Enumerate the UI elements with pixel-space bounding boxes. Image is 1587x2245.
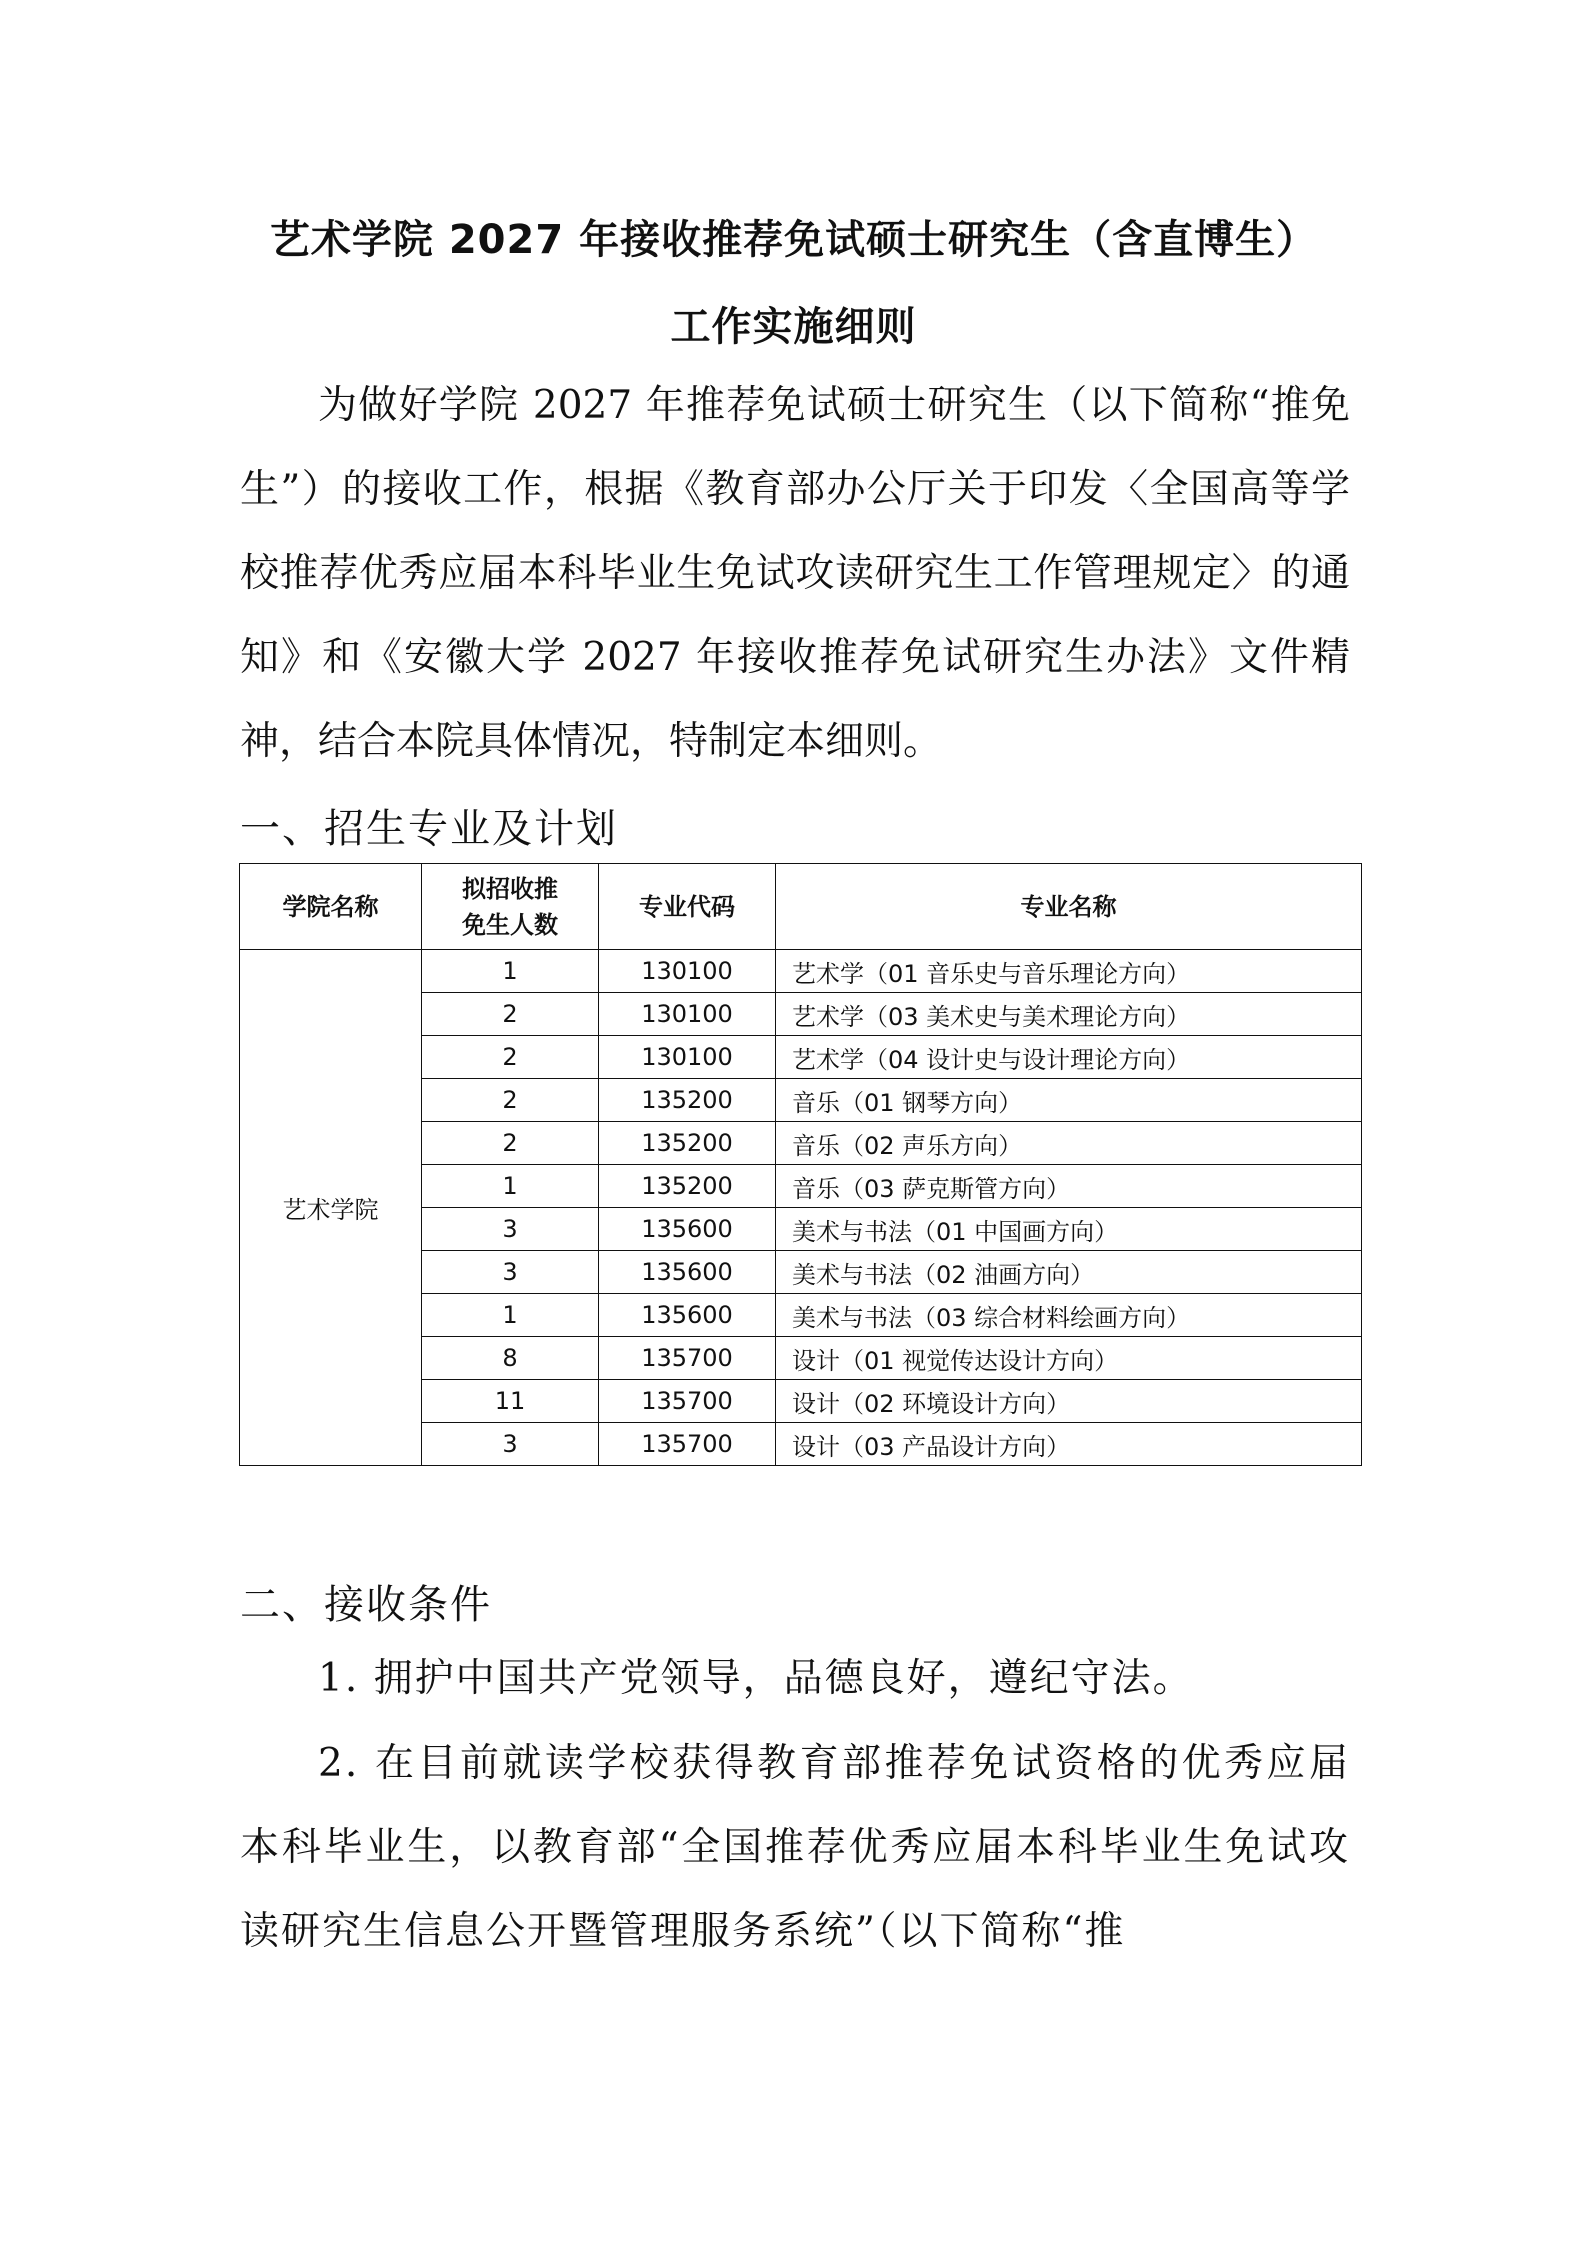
header-college: 学院名称 — [240, 864, 422, 950]
cell-name: 美术与书法（02 油画方向） — [776, 1251, 1362, 1294]
cell-name: 音乐（02 声乐方向） — [776, 1122, 1362, 1165]
cell-count: 1 — [422, 1294, 599, 1337]
header-count-line1: 拟招收推 — [462, 874, 558, 903]
document-title: 艺术学院 2027 年接收推荐免试硕士研究生（含直博生） — [269, 217, 1318, 263]
table-row — [240, 950, 1362, 993]
header-count-line2: 免生人数 — [462, 910, 558, 939]
cell-count: 2 — [422, 993, 599, 1036]
cell-code: 135200 — [599, 1165, 776, 1208]
cell-code: 135700 — [599, 1337, 776, 1380]
cell-code: 135600 — [599, 1208, 776, 1251]
cell-code: 135700 — [599, 1380, 776, 1423]
intro-paragraph: 为做好学院 2027 年推荐免试硕士研究生（以下简称“推免生”）的接收工作，根据《教育部办公厅关于印发〈全国高等学校推荐优秀应届本科毕业生免试攻读研究生工作管理规定〉的通知》和《安徽大学 2027 年接收推荐免试研究生办法》文件精神，结合本院具体情况，特制定本细则。 — [240, 383, 1350, 764]
cell-name: 艺术学（04 设计史与设计理论方向） — [776, 1036, 1362, 1079]
cell-code: 135200 — [599, 1122, 776, 1165]
cell-name: 音乐（03 萨克斯管方向） — [776, 1165, 1362, 1208]
cell-name: 美术与书法（01 中国画方向） — [776, 1208, 1362, 1251]
cell-count: 2 — [422, 1079, 599, 1122]
cell-code: 135700 — [599, 1423, 776, 1466]
condition-item: 2. 在目前就读学校获得教育部推荐免试资格的优秀应届本科毕业生，以教育部“全国推荐优秀应届本科毕业生免试攻读研究生信息公开暨管理服务系统”（以下简称“推 — [240, 1741, 1350, 1954]
document-subtitle: 工作实施细则 — [670, 304, 917, 350]
cell-count: 1 — [422, 1165, 599, 1208]
cell-code: 135600 — [599, 1294, 776, 1337]
cell-count: 8 — [422, 1337, 599, 1380]
cell-name: 设计（01 视觉传达设计方向） — [776, 1337, 1362, 1380]
enrollment-plan-table — [239, 863, 1362, 1466]
cell-count: 2 — [422, 1036, 599, 1079]
header-count — [422, 864, 599, 950]
cell-name: 音乐（01 钢琴方向） — [776, 1079, 1362, 1122]
cell-count: 2 — [422, 1122, 599, 1165]
table-header-row — [240, 864, 1362, 950]
section-heading-conditions: 二、接收条件 — [240, 1582, 492, 1628]
cell-count: 3 — [422, 1251, 599, 1294]
cell-code: 130100 — [599, 950, 776, 993]
cell-name: 设计（03 产品设计方向） — [776, 1423, 1362, 1466]
cell-code: 135200 — [599, 1079, 776, 1122]
cell-college: 艺术学院 — [240, 950, 422, 1466]
cell-name: 艺术学（01 音乐史与音乐理论方向） — [776, 950, 1362, 993]
cell-count: 3 — [422, 1208, 599, 1251]
condition-item: 1. 拥护中国共产党领导，品德良好，遵纪守法。 — [318, 1656, 1194, 1701]
cell-name: 设计（02 环境设计方向） — [776, 1380, 1362, 1423]
cell-name: 艺术学（03 美术史与美术理论方向） — [776, 993, 1362, 1036]
header-name: 专业名称 — [776, 864, 1362, 950]
cell-code: 135600 — [599, 1251, 776, 1294]
section-heading-enrollment-plan: 一、招生专业及计划 — [240, 806, 618, 852]
cell-code: 130100 — [599, 993, 776, 1036]
header-code: 专业代码 — [599, 864, 776, 950]
cell-count: 1 — [422, 950, 599, 993]
cell-count: 11 — [422, 1380, 599, 1423]
cell-code: 130100 — [599, 1036, 776, 1079]
cell-count: 3 — [422, 1423, 599, 1466]
cell-name: 美术与书法（03 综合材料绘画方向） — [776, 1294, 1362, 1337]
table-body — [240, 950, 1362, 1466]
